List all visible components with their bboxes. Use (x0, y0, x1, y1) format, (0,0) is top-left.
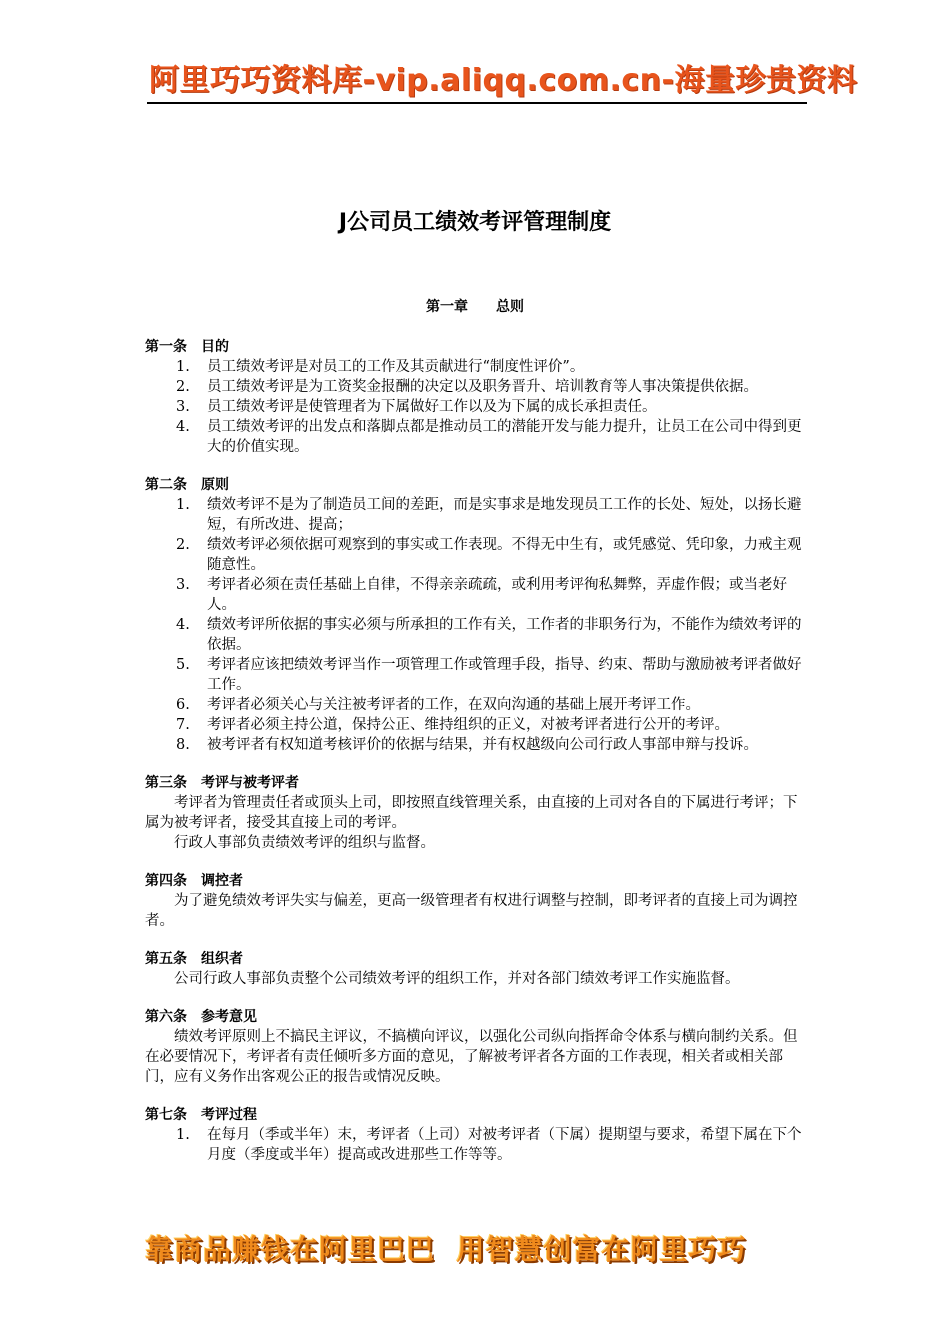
section-6 (145, 1007, 810, 1087)
item-text: 考评者必须关心与关注被考评者的工作，在双向沟通的基础上展开考评工作。 (207, 697, 700, 713)
item-number: 1. (176, 359, 190, 375)
paragraph: 考评者为管理责任者或顶头上司，即按照直线管理关系，由直接的上司对各自的下属进行考评；下属为被考评者，接受其直接上司的考评。 (145, 795, 798, 831)
item-text: 考评者必须在责任基础上自律，不得亲亲疏疏，或利用考评徇私舞弊，弄虚作假；或当老好人。 (207, 577, 787, 613)
list-item (145, 377, 810, 397)
item-text: 考评者必须主持公道，保持公正、维持组织的正义，对被考评者进行公开的考评。 (207, 717, 729, 733)
paragraph: 为了避免绩效考评失实与偏差，更高一级管理者有权进行调整与控制，即考评者的直接上司为调控者。 (145, 893, 798, 929)
section-4 (145, 871, 810, 931)
item-list (145, 357, 810, 457)
item-number: 2. (176, 379, 190, 395)
item-list (145, 495, 810, 755)
item-number: 6. (176, 697, 190, 713)
section-5 (145, 949, 810, 989)
list-item (145, 695, 810, 715)
item-number: 7. (176, 717, 190, 733)
list-item (145, 495, 810, 535)
item-text: 在每月（季或半年）末，考评者（上司）对被考评者（下属）提期望与要求，希望下属在下个月度（季度或半年）提高或改进那些工作等等。 (207, 1127, 802, 1163)
item-text: 绩效考评必须依据可观察到的事实或工作表现。不得无中生有，或凭感觉、凭印象，力戒主观随意性。 (207, 537, 802, 573)
section-2 (145, 475, 810, 755)
item-text: 绩效考评不是为了制造员工间的差距，而是实事求是地发现员工工作的长处、短处，以扬长避短，有所改进、提高； (207, 497, 802, 533)
list-item (145, 535, 810, 575)
list-item (145, 715, 810, 735)
item-number: 2. (176, 537, 190, 553)
section-heading: 第一条 目的 (145, 339, 229, 355)
list-item (145, 655, 810, 695)
list-item (145, 397, 810, 417)
section-7 (145, 1105, 810, 1165)
header-banner-text: 阿里巧巧资料库-vip.aliqq.com.cn-海量珍贵资料 (149, 63, 858, 98)
section-1 (145, 337, 810, 457)
document-body (145, 337, 810, 1183)
section-heading: 第四条 调控者 (145, 873, 243, 889)
list-item (145, 357, 810, 377)
item-number: 4. (176, 419, 190, 435)
section-heading: 第六条 参考意见 (145, 1009, 257, 1025)
item-text: 员工绩效考评是对员工的工作及其贡献进行“制度性评价”。 (207, 359, 585, 375)
item-number: 1. (176, 1127, 190, 1143)
footer-banner (145, 1230, 805, 1270)
list-item (145, 575, 810, 615)
item-text: 绩效考评所依据的事实必须与所承担的工作有关，工作者的非职务行为，不能作为绩效考评的依据。 (207, 617, 802, 653)
item-number: 5. (176, 657, 190, 673)
item-text: 被考评者有权知道考核评价的依据与结果，并有权越级向公司行政人事部申辩与投诉。 (207, 737, 758, 753)
section-heading: 第五条 组织者 (145, 951, 243, 967)
header-banner (147, 62, 858, 104)
item-text: 员工绩效考评是使管理者为下属做好工作以及为下属的成长承担责任。 (207, 399, 657, 415)
item-number: 8. (176, 737, 190, 753)
list-item (145, 1125, 810, 1165)
list-item (145, 735, 810, 755)
list-item (145, 417, 810, 457)
item-number: 3. (176, 399, 190, 415)
item-text: 员工绩效考评是为工资奖金报酬的决定以及职务晋升、培训教育等人事决策提供依据。 (207, 379, 758, 395)
chapter-heading: 第一章 总则 (426, 299, 524, 315)
item-list (145, 1125, 810, 1165)
paragraph: 行政人事部负责绩效考评的组织与监督。 (174, 835, 435, 851)
item-number: 4. (176, 617, 190, 633)
list-item (145, 615, 810, 655)
section-heading: 第七条 考评过程 (145, 1107, 257, 1123)
item-text: 员工绩效考评的出发点和落脚点都是推动员工的潜能开发与能力提升，让员工在公司中得到更大的价值实现。 (207, 419, 802, 455)
section-heading: 第三条 考评与被考评者 (145, 775, 299, 791)
section-heading: 第二条 原则 (145, 477, 229, 493)
footer-banner-text: 靠商品赚钱在阿里巴巴 用智慧创富在阿里巧巧 (145, 1233, 747, 1266)
section-3 (145, 773, 810, 853)
item-text: 考评者应该把绩效考评当作一项管理工作或管理手段，指导、约束、帮助与激励被考评者做好工作。 (207, 657, 802, 693)
item-number: 1. (176, 497, 190, 513)
document-title: J公司员工绩效考评管理制度 (338, 210, 612, 235)
item-number: 3. (176, 577, 190, 593)
paragraph: 绩效考评原则上不搞民主评议，不搞横向评议，以强化公司纵向指挥命令体系与横向制约关系。但在必要情况下，考评者有责任倾听多方面的意见，了解被考评者各方面的工作表现，相关者或相关部门，应有义务作出客观公正的报告或情况反映。 (145, 1029, 798, 1085)
paragraph: 公司行政人事部负责整个公司绩效考评的组织工作，并对各部门绩效考评工作实施监督。 (174, 971, 740, 987)
